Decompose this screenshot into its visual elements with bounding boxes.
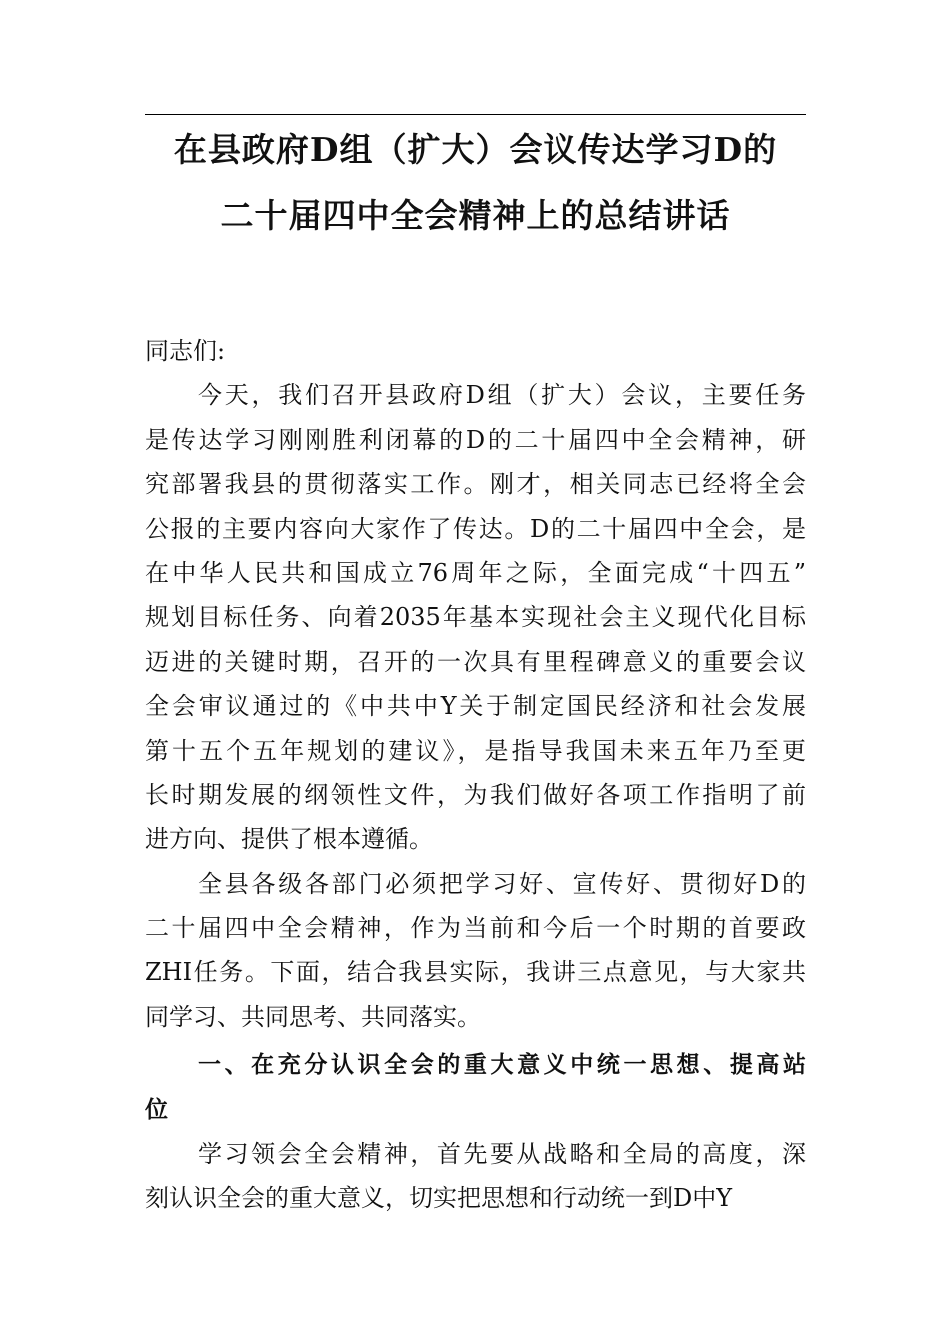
paragraph-line: 全会审议通过的《中共中Y关于制定国民经济和社会发展 xyxy=(145,692,806,721)
paragraph-line: 今天，我们召开县政府D组（扩大）会议，主要任务 xyxy=(198,381,806,410)
paragraph-line: 刻认识全会的重大意义，切实把思想和行动统一到D中Y xyxy=(145,1184,733,1213)
paragraph-line: 规划目标任务、向着2035年基本实现社会主义现代化目标 xyxy=(145,603,806,632)
document-body xyxy=(145,329,806,1221)
section-heading-line: 一、在充分认识全会的重大意义中统一思想、提高站 xyxy=(198,1052,806,1079)
paragraph-line: 是传达学习刚刚胜利闭幕的D的二十届四中全会精神，研 xyxy=(145,425,806,454)
paragraph-line: 同学习、共同思考、共同落实。 xyxy=(145,1002,481,1031)
paragraph-line: 第十五个五年规划的建议》，是指导我国未来五年乃至更 xyxy=(145,736,806,765)
document-title-line-2: 二十届四中全会精神上的总结讲话 xyxy=(220,196,731,235)
paragraph-line: 全县各级各部门必须把学习好、宣传好、贯彻好D的 xyxy=(198,869,806,898)
paragraph-line: 学习领会全会精神，首先要从战略和全局的高度，深 xyxy=(198,1140,806,1169)
paragraph-line: 二十届四中全会精神，作为当前和今后一个时期的首要政 xyxy=(145,914,806,943)
paragraph-line: 公报的主要内容向大家作了传达。D的二十届四中全会，是 xyxy=(145,514,806,543)
header-rule xyxy=(145,114,806,115)
paragraph-line: 在中华人民共和国成立76周年之际，全面完成“十四五” xyxy=(145,558,806,587)
paragraph-line: 进方向、提供了根本遵循。 xyxy=(145,825,433,854)
salutation: 同志们: xyxy=(145,337,226,365)
document-title-line-1: 在县政府D组（扩大）会议传达学习D的 xyxy=(173,130,778,169)
paragraph-line: ZHI任务。下面，结合我县实际，我讲三点意见，与大家共 xyxy=(145,958,806,987)
section-heading-line: 位 xyxy=(145,1096,168,1123)
paragraph-line: 究部署我县的贯彻落实工作。刚才，相关同志已经将全会 xyxy=(145,470,806,499)
paragraph-line: 长时期发展的纲领性文件，为我们做好各项工作指明了前 xyxy=(145,780,806,809)
paragraph-line: 迈进的关键时期，召开的一次具有里程碑意义的重要会议 xyxy=(145,647,806,676)
